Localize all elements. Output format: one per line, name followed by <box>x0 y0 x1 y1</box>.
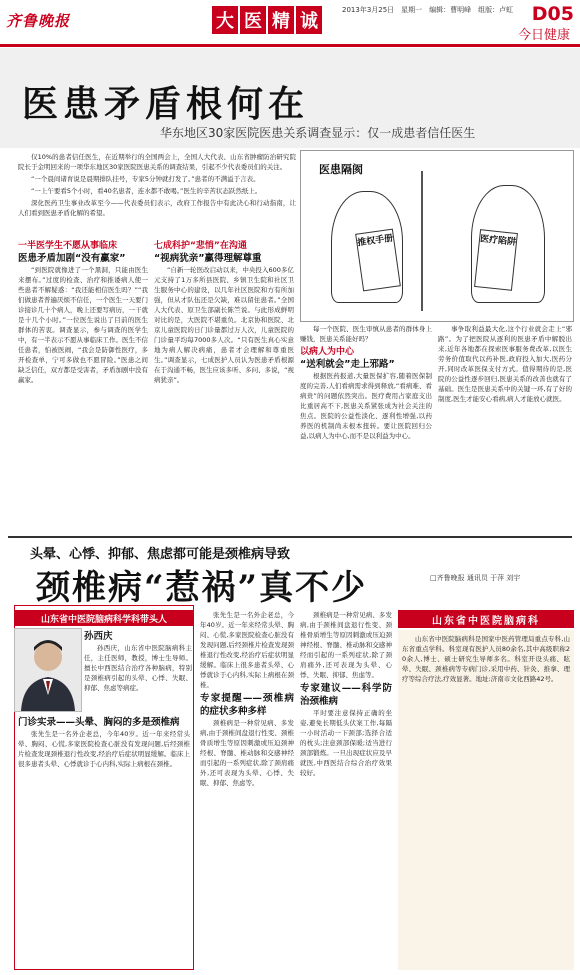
cartoon-illustration <box>300 150 574 322</box>
section-1-heading: 门诊实录——头晕、胸闷的多是颈椎病 <box>18 717 180 728</box>
column-1-heading-b: 医患矛盾加剧“没有赢家” <box>18 253 126 264</box>
book-left: 推权手册 <box>355 229 401 292</box>
feature-headline: 医患矛盾根何在 <box>22 83 310 125</box>
cervical-column-1: 门诊实录——头晕、胸闷的多是颈椎病 张先生是一名外企老总，今年40岁。近一年来经常头晕、胸闷、心慌,多家医院检查心脏没有发现问题,后经颈椎片检查发现颈椎退行性改变,经治疗后症状明显缓解。临床上很多患者头晕、心悸就诊于心内科,实际上病根在颈椎。 <box>18 717 190 768</box>
cervical-headline: 颈椎病“惹祸”真不少 <box>36 568 368 608</box>
column-badge <box>212 6 322 34</box>
doctor-name: 孙西庆 <box>84 631 113 642</box>
section-divider <box>8 536 572 538</box>
section-3-heading: 专家建议——科学防治颈椎病 <box>300 683 392 707</box>
hospital-text: 山东省中医院脑病科是国家中医药管理局重点专科,山东省重点学科。科室现有医护人员80余名,其中高级职称20余人,博士、硕士研究生导师多名。科室开设头痛、眩晕、失眠、颈椎病等专病门诊,采用中药、针灸、推拿、理疗等综合疗法,疗效显著。地址:济南市文化西路42号。 <box>402 635 570 683</box>
article-column-1: 一半医学生不愿从事临床 医患矛盾加剧“没有赢家” “到医院就像进了一个黑洞，只能由医生来摆布。”过度的检查、治疗和推诿病人使一些患者不解疑惑：“我还能相信医生吗？”“我们做患者普遍厌烦不信任，一个医生一天要门诊接诊几十个病人，晚上还要写病历，一干就是十几个小时。”一位医生说出了目前的医生群体的苦衷。调查显示，参与调查的医学生中，有一半表示不愿从事临床工作。医生不信任患者，怕被医闹，“我会是防御性医疗，多开检查单，宁可多做也不愿冒险。”医患之间缺乏信任，双方都是受害者，矛盾加剧中没有赢家。 <box>18 241 148 384</box>
badge-char: 诚 <box>296 6 322 34</box>
section-name: 今日健康 <box>517 28 570 43</box>
article-column-2: 七成科护“悲悄”在沟通 “视病犹亲”赢得理解尊重 “自新一轮医改启动以来，中央投入600多亿元支持了1万多所县医院、乡镇卫生院和社区卫生服务中心的建设，以几年社区医院和方有所加强，但从才队伍还是欠缺，难以留住患者。”全国人大代表、原卫生部副长陈竺说。与此形成鲜明对比的是，大医院不堪重负。北京协和医院、北京儿童医院的日门诊量都过万人次，儿童医院的门诊量平均每7000多人次。“只有医生真心实意地为病人解决病痛，患者才会理解和尊重医生。”调查显示，七成医护人员认为医患矛盾根源在于沟通不畅，医生应该多听、多问、多说，“视病犹亲”。 <box>154 241 294 384</box>
doctor-portrait-icon <box>15 629 81 711</box>
divider-wall <box>421 171 423 311</box>
cervical-kicker: 头晕、心悸、抑郁、焦虑都可能是颈椎病导致 <box>30 547 291 562</box>
column-2-heading-a: 七成科护“悲悄”在沟通 <box>154 241 247 251</box>
newspaper-logo: 齐鲁晚报 <box>6 12 71 30</box>
badge-char: 医 <box>240 6 266 34</box>
cervical-column-2: 张先生是一名外企老总，今年40岁。近一年来经常头晕、胸闷、心慌,多家医院检查心脏没有发现问题,后经颈椎片检查发现颈椎退行性改变,经治疗后症状明显缓解。临床上很多患者头晕、心悸就诊于心内科,实际上病根在颈椎。 专家提醒——颈椎病的症状多种多样 颈椎病是一种常见病、多发病,由于颈椎间盘退行性变、颈椎骨质增生等原因刺激或压迫颈神经根、脊髓、椎动脉和交感神经而引起的一系列症状,除了颈肩痛外,还可表现为头晕、心悸、失眠、抑郁、焦虑等。 <box>200 611 294 787</box>
book-right: 医疗陷阱 <box>474 229 518 291</box>
cartoon-label: 医患隔阂 <box>319 163 363 176</box>
column-3-heading-a: 以病人为中心 <box>300 347 355 357</box>
feature-subhead: 华东地区30家医院医患关系调查显示：仅一成患者信任医生 <box>160 126 476 140</box>
feature-intro: 仅10%的患者信任医生，在近期举行的全国两会上，全国人大代表、山东省肿瘤防治研究院院长于金明回来的一项华东地区30家医院医患关系的调查结果，引起不少代表委员们的关注。 “一个晨间诸育说是晨期排队挂号，专家5分钟就打发了。”患者的不满溢于言表。 “一上午要看5个小时，看40名患者，连水都不敢喝。”医生的辛苦状态跃然纸上。 深化医药卫生事业改革至今——代表委员们表示，改府工作报告中有此决心和行动指南，让人们看到医患矛盾化解的希望。 <box>18 153 296 217</box>
page-number: D05 <box>531 3 574 25</box>
article-column-3: 每一个医院、医生审慎从患者的群体身上赚钱，医患关系能好吗？ 以病人为中心 “送利就会”走上邪路” 根据医药报道,大量医保扩容,随着医保制度的完善,人们看病需求得到释放,“看病难、看病贵”的问题依然突出。医疗费用占家庭支出比重居高不下,医患关系紧张成为社会关注的焦点。医院的公益性淡化、逐利性增强,以药养医的机制尚未根本扭转。要让医院回归公益,以病人为中心,而不是以利益为中心。 <box>300 325 432 440</box>
cervical-column-3: 颈椎病是一种常见病、多发病,由于颈椎间盘退行性变、颈椎骨质增生等原因刺激或压迫颈神经根、脊髓、椎动脉和交感神经而引起的一系列症状,除了颈肩痛外,还可表现为头晕、心悸、失眠、抑郁、焦虑等。 专家建议——科学防治颈椎病 平时要注意保持正确的坐姿,避免长期低头伏案工作,每隔一小时活动一下颈部;选择合适的枕头;注意颈部保暖;适当进行颈部锻炼。一旦出现症状应及早就医,中西医结合综合治疗效果较好。 <box>300 611 392 777</box>
section-2-heading: 专家提醒——颈椎病的症状多种多样 <box>200 693 294 717</box>
article-column-4: 事争取利益最大化,这个行业就会走上“邪路”。为了把医院从逐利的医患矛盾中解脱出来,近年各地都在探索医事服务费改革,以医生劳务价值取代以药补医,政府投入加大,医药分开,同时改革医保支付方式。值得期待的是,医院的公益性逐步回归,医患关系的改善也就有了基础。医生是医患关系中的关键一环,有了好的制度,医生才能安心看病,病人才能放心就医。 <box>438 325 572 403</box>
column-3-heading-b: “送利就会”走上邪路” <box>300 359 395 370</box>
expert-label: 山东省中医院脑病科学科带头人 <box>14 610 194 626</box>
badge-char: 大 <box>212 6 238 34</box>
doctor-photo <box>14 628 82 712</box>
doctor-intro: 孙西庆 孙西庆，山东省中医院脑病科主任，主任医师，教授，博士生导师。擅长中西医结合治疗各种脑病，特别是颈椎病引起的头晕、心悸、失眠、抑郁、焦虑等病症。 <box>84 631 192 692</box>
badge-char: 精 <box>268 6 294 34</box>
column-1-heading-a: 一半医学生不愿从事临床 <box>18 241 118 251</box>
hospital-box-title: 山东省中医院脑病科 <box>398 610 574 628</box>
dateline: 2013年3月25日 星期一 编辑：曹明峰 组版：卢虹 <box>342 6 514 14</box>
cervical-byline: □齐鲁晚报 通讯员 于萍 刘宇 <box>430 574 521 582</box>
column-2-heading-b: “视病犹亲”赢得理解尊重 <box>154 253 262 264</box>
